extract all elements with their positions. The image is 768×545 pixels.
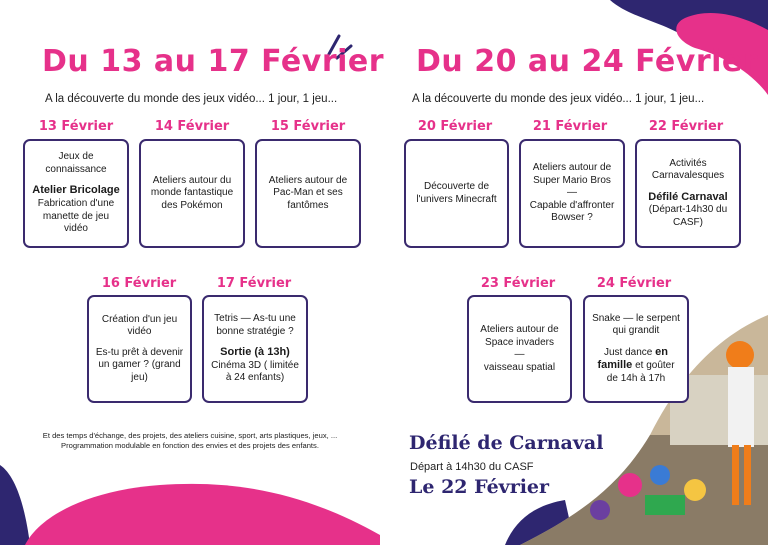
carnaval-date: Le 22 Février (409, 476, 550, 498)
bottom-left-blob (0, 445, 380, 545)
card-15-fevrier (255, 139, 361, 248)
card-text: vaisseau spatial (483, 361, 556, 373)
day-label-14: 14 Février (154, 119, 230, 134)
card-text: Jeux de connaissance (45, 151, 107, 175)
card-text: et goûter de 14h à 17h (606, 360, 675, 384)
card-text: Création d'un jeu vidéo (101, 313, 178, 338)
card-16-fevrier (87, 295, 192, 403)
card-text: Capable d'affronter Bowser ? (529, 199, 615, 224)
card-text: Es-tu prêt à devenir un gamer ? (grand jeu) (95, 346, 184, 383)
note-line: Programmation modulable en fonction des envies et des projets des enfants. (61, 441, 319, 451)
card-23-fevrier (467, 295, 572, 403)
note-line: Et des temps d'échange, des projets, des ateliers cuisine, sport, arts plastiques, jeux, ... (42, 431, 338, 440)
card-text: Ateliers autour de Super Mario Bros (532, 162, 612, 186)
card-text: Ateliers autour de Pac-Man et ses fantômes (268, 174, 348, 211)
day-label-21: 21 Février (532, 119, 608, 134)
card-20-fevrier (404, 139, 509, 248)
right-subtitle: A la découverte du monde des jeux vidéo... 1 jour, 1 jeu... (412, 93, 705, 105)
day-label-24: 24 Février (596, 276, 672, 291)
card-text: Fabrication d'une manette de jeu vidéo (37, 198, 115, 235)
card-text: Just dance (604, 346, 653, 358)
day-label-23: 23 Février (480, 276, 556, 291)
day-label-17: 17 Février (216, 276, 292, 291)
day-label-22: 22 Février (648, 119, 724, 134)
card-22-fevrier (635, 139, 741, 248)
left-title: Du 13 au 17 Février (42, 44, 385, 79)
card-dash: — (514, 349, 525, 360)
card-text: Activités Carnavalesques (651, 157, 725, 182)
card-17-fevrier (202, 295, 308, 403)
card-text: Ateliers autour du monde fantastique des Pokémon (150, 174, 234, 211)
left-subtitle: A la découverte du monde des jeux vidéo... 1 jour, 1 jeu... (45, 93, 338, 105)
card-bold: Défilé Carnaval (648, 190, 728, 203)
card-21-fevrier (519, 139, 625, 248)
card-bold: en famille (597, 345, 668, 372)
card-dash: — (567, 187, 577, 199)
card-14-fevrier (139, 139, 245, 248)
card-text: Tetris — As-tu une bonne stratégie ? (214, 313, 296, 337)
card-bold: Atelier Bricolage (32, 184, 120, 197)
card-bold: Sortie (à 13h) (220, 346, 290, 359)
card-text: (Départ-14h30 du CASF) (648, 204, 728, 228)
day-label-16: 16 Février (101, 276, 177, 291)
card-13-fevrier (23, 139, 129, 248)
card-text: Découverte de l'univers Minecraft (416, 181, 497, 205)
card-text: Ateliers autour de Space invaders (480, 324, 559, 348)
card-text (591, 346, 681, 386)
card-text: Snake — le serpent qui grandit (592, 312, 680, 336)
day-label-15: 15 Février (270, 119, 346, 134)
carnaval-title: Défilé de Carnaval (409, 432, 604, 454)
right-title: Du 20 au 24 Février (416, 44, 759, 79)
program-note (30, 431, 350, 452)
day-label-13: 13 Février (38, 119, 114, 134)
card-24-fevrier (583, 295, 689, 403)
card-text: Cinéma 3D ( limitée à 24 enfants) (211, 359, 299, 384)
day-label-20: 20 Février (417, 119, 493, 134)
carnaval-depart: Départ à 14h30 du CASF (410, 461, 534, 473)
